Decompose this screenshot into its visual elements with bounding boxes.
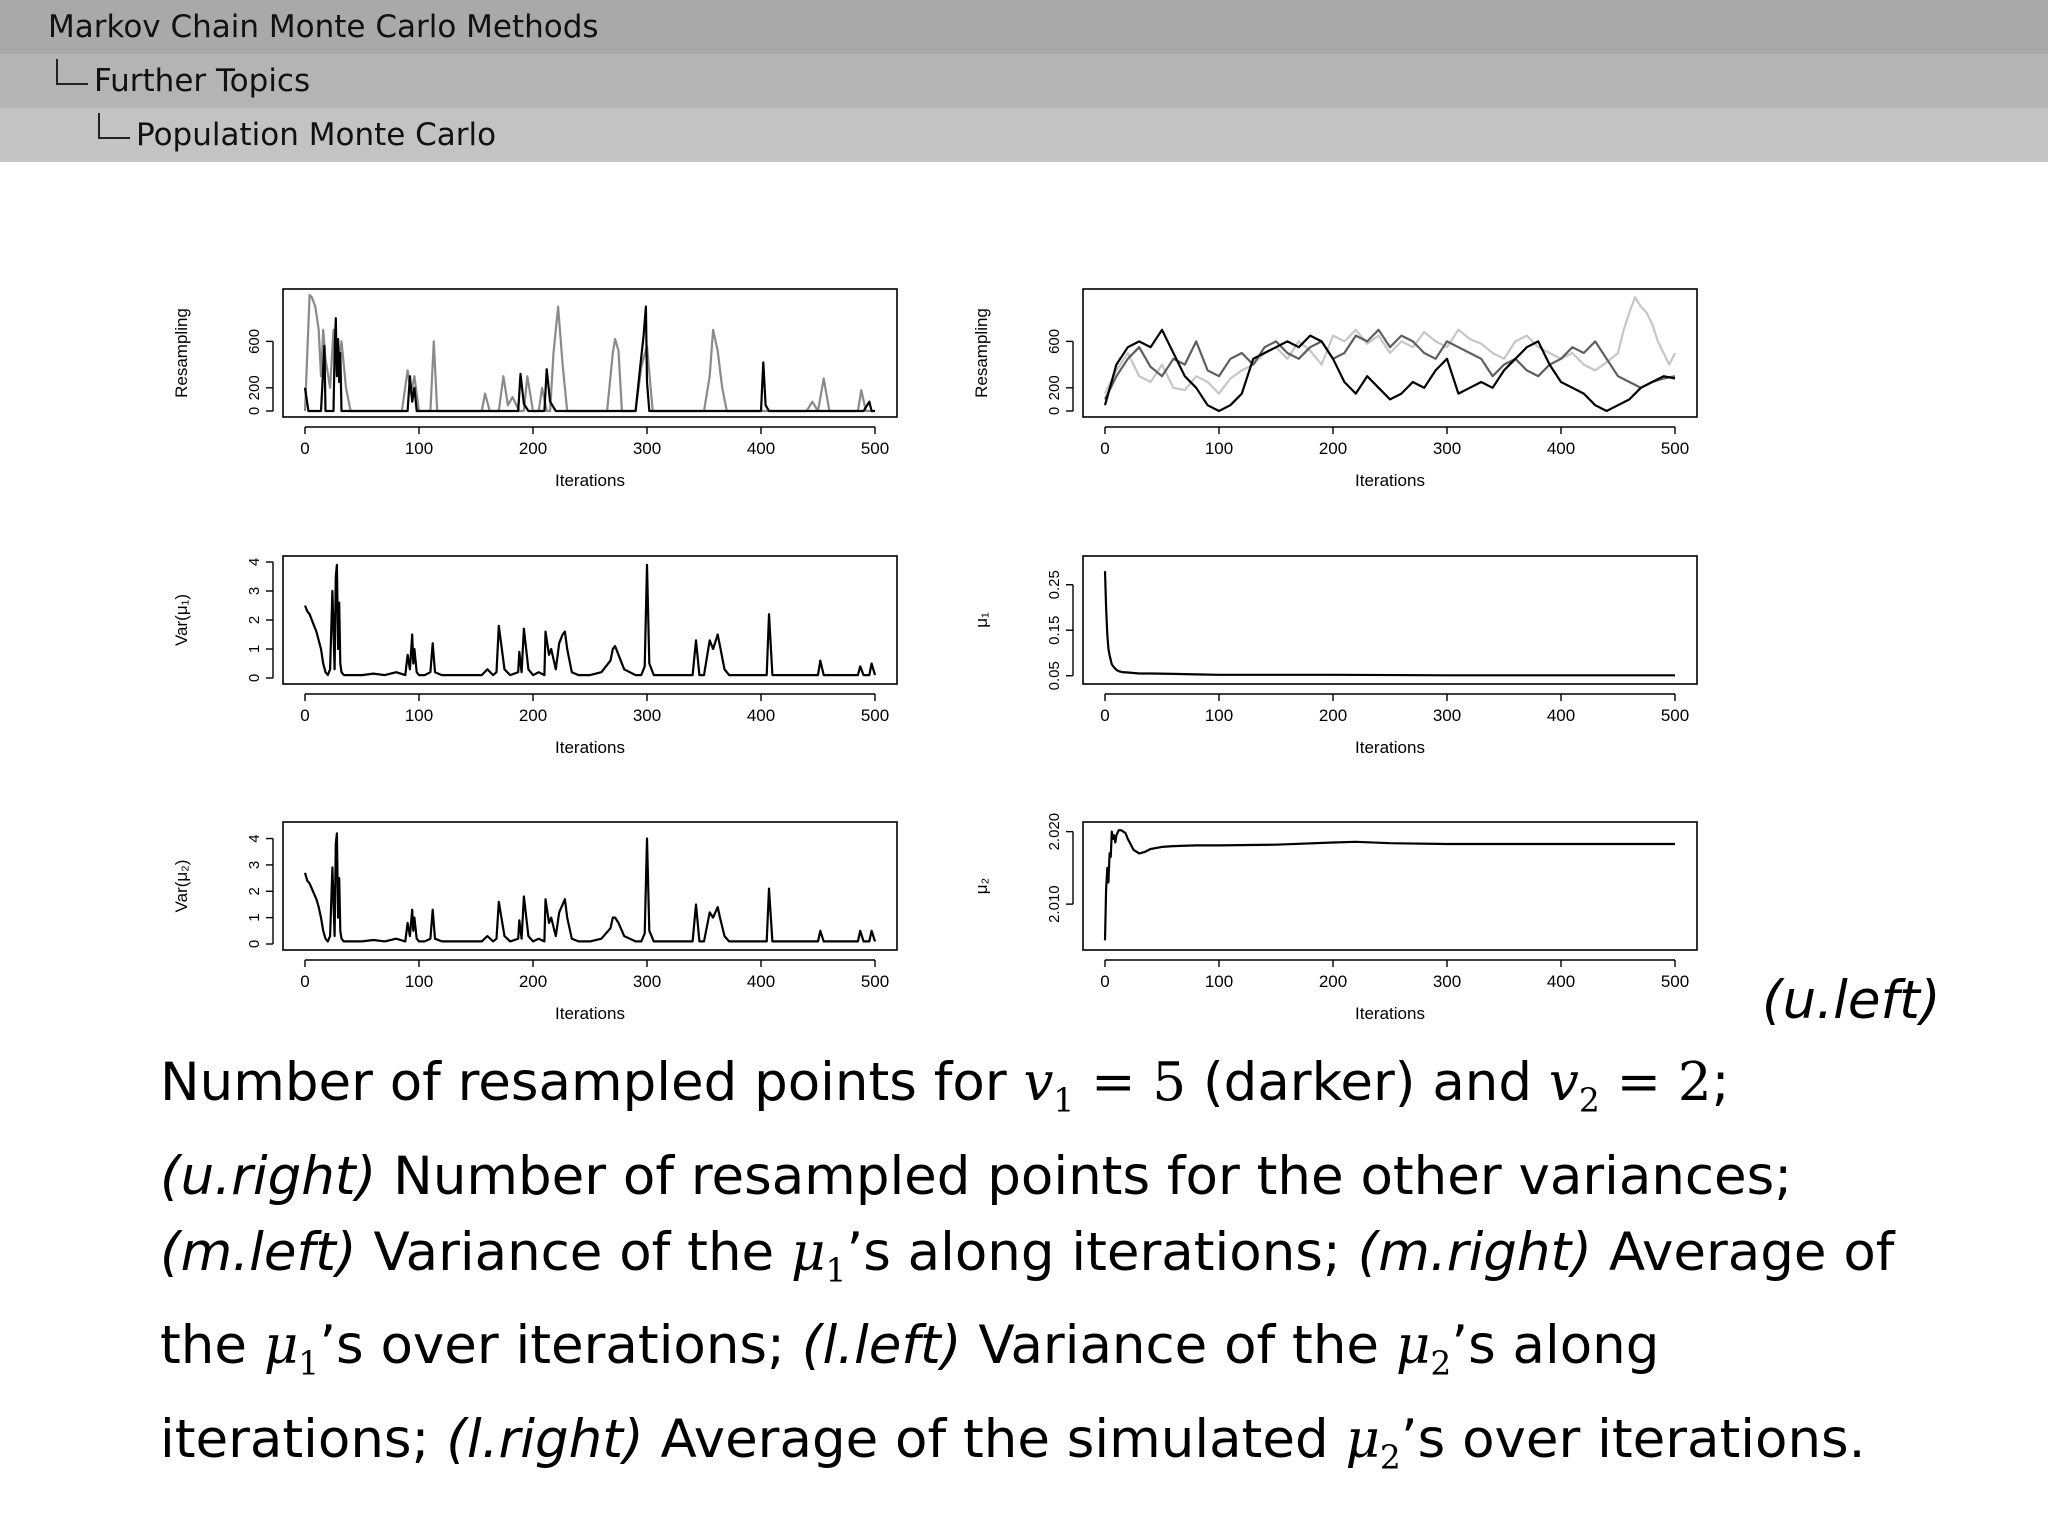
x-axis-label-m-left: Iterations <box>555 738 625 757</box>
caption-line-3 <box>160 1215 1960 1309</box>
caption-line-4 <box>160 1308 1960 1402</box>
x-axis-label-l-right: Iterations <box>1355 1004 1425 1023</box>
x-tick-label-m-left-2: 200 <box>518 706 548 725</box>
x-tick-label-u-left-0: 0 <box>300 439 310 458</box>
math-mu1: $\mu_1$ <box>263 1315 320 1383</box>
x-tick-label-u-left-4: 400 <box>746 439 776 458</box>
caption-tag-m-right: (m.right) <box>1357 1221 1592 1283</box>
y-tick-label-m-right-1: 0.15 <box>1046 615 1063 645</box>
caption-tag-u-left: (u.left) <box>1762 970 1941 1031</box>
x-tick-label-m-right-2: 200 <box>1318 706 1348 725</box>
caption-text: ’s along iterations; <box>846 1221 1358 1283</box>
x-tick-label-m-right-4: 400 <box>1546 706 1576 725</box>
y-tick-label-l-left-4: 4 <box>246 834 263 843</box>
y-tick-label-l-left-2: 2 <box>246 887 263 896</box>
y-tick-label-u-left-2: 600 <box>246 328 263 354</box>
y-tick-label-m-left-4: 4 <box>246 557 263 567</box>
caption-text: (darker) and <box>1186 1052 1549 1113</box>
plot-frame-l-left <box>283 822 897 950</box>
x-axis-label-m-right: Iterations <box>1355 738 1425 757</box>
chart-l-right <box>972 813 1697 1023</box>
series-line-l-right-0 <box>1105 830 1675 940</box>
caption-text: ’s over iterations; <box>319 1315 802 1377</box>
series-line-m-left-0 <box>305 565 875 675</box>
x-tick-label-m-right-3: 300 <box>1432 706 1462 725</box>
math-v1-value: = 5 <box>1091 1052 1187 1113</box>
x-tick-label-l-right-3: 300 <box>1432 972 1462 991</box>
y-tick-label-m-right-0: 0.05 <box>1046 661 1063 691</box>
y-tick-label-u-left-0: 0 <box>246 406 263 416</box>
caption-text: Variance of the <box>356 1221 792 1283</box>
y-tick-label-l-left-1: 1 <box>246 913 263 922</box>
x-tick-label-l-left-4: 400 <box>746 972 776 991</box>
caption-tag-l-left: (l.left) <box>801 1315 962 1377</box>
y-tick-label-u-right-1: 200 <box>1046 375 1063 401</box>
caption-text: Average of <box>1591 1221 1895 1283</box>
x-tick-label-u-right-1: 100 <box>1204 439 1234 458</box>
y-axis-label-m-right: μ₁ <box>972 612 991 628</box>
y-tick-label-l-left-3: 3 <box>246 860 263 870</box>
figure-caption <box>160 1045 1960 1495</box>
caption-tag-m-left: (m.left) <box>160 1221 357 1283</box>
math-v2-value: = 2 <box>1616 1052 1712 1113</box>
x-tick-label-l-left-3: 300 <box>632 972 662 991</box>
x-tick-label-u-left-1: 100 <box>404 439 434 458</box>
x-tick-label-l-right-1: 100 <box>1204 972 1234 991</box>
header-subsubsection-title: Population Monte Carlo <box>136 117 497 153</box>
series-line-m-right-0 <box>1105 571 1675 675</box>
y-tick-label-m-right-2: 0.25 <box>1046 570 1063 600</box>
plot-frame-l-right <box>1083 822 1697 950</box>
x-axis-label-l-left: Iterations <box>555 1004 625 1023</box>
caption-line-2 <box>160 1139 1960 1215</box>
caption-text: Number of resampled points for <box>160 1052 1024 1113</box>
chart-u-left <box>172 289 897 490</box>
math-mu2: $\mu_2$ <box>1395 1315 1452 1383</box>
x-tick-label-m-right-0: 0 <box>1100 706 1110 725</box>
x-tick-label-l-right-0: 0 <box>1100 972 1110 991</box>
x-tick-label-u-right-3: 300 <box>1432 439 1462 458</box>
x-tick-label-l-left-2: 200 <box>518 972 548 991</box>
caption-text: Average of the simulated <box>643 1408 1346 1470</box>
series-line-l-left-0 <box>305 833 875 941</box>
plot-frame-m-right <box>1083 556 1697 684</box>
x-tick-label-l-right-2: 200 <box>1318 972 1348 991</box>
y-tick-label-l-right-1: 2.020 <box>1046 812 1063 851</box>
y-axis-label-m-left: Var(μ₁) <box>172 593 191 647</box>
x-tick-label-l-left-1: 100 <box>404 972 434 991</box>
math-mu1: $\mu_1$ <box>791 1221 847 1290</box>
x-tick-label-u-left-5: 500 <box>860 439 890 458</box>
series-line-u-left-1 <box>305 307 875 411</box>
x-tick-label-u-right-2: 200 <box>1318 439 1348 458</box>
math-v2: $v_2$ <box>1548 1052 1600 1120</box>
caption-text: ’s over iterations. <box>1400 1408 1866 1470</box>
series-line-u-right-2 <box>1105 330 1675 411</box>
x-tick-label-m-left-3: 300 <box>632 706 662 725</box>
y-tick-label-l-left-0: 0 <box>246 939 263 949</box>
y-tick-label-u-right-0: 0 <box>1046 406 1063 416</box>
y-tick-label-m-left-1: 1 <box>246 644 263 654</box>
x-tick-label-m-left-4: 400 <box>746 706 776 725</box>
y-tick-label-m-left-2: 2 <box>246 615 263 625</box>
y-tick-label-m-left-3: 3 <box>246 586 263 596</box>
x-tick-label-l-left-5: 500 <box>860 972 890 991</box>
caption-text: the <box>160 1315 264 1377</box>
x-tick-label-u-right-0: 0 <box>1100 439 1110 458</box>
series-line-u-left-0 <box>305 295 875 411</box>
y-tick-label-l-right-0: 2.010 <box>1046 885 1063 923</box>
x-tick-label-m-left-1: 100 <box>404 706 434 725</box>
chart-u-right <box>972 289 1697 490</box>
math-mu2: $\mu_2$ <box>1345 1408 1401 1477</box>
plot-frame-m-left <box>283 556 897 684</box>
y-axis-label-l-left: Var(μ₂) <box>172 859 191 913</box>
caption-text: iterations; <box>160 1408 447 1470</box>
series-line-u-right-1 <box>1105 330 1675 400</box>
y-axis-label-u-right: Resampling <box>972 308 991 398</box>
x-tick-label-u-right-5: 500 <box>1660 439 1690 458</box>
y-axis-label-u-left: Resampling <box>172 308 191 398</box>
x-tick-label-m-right-5: 500 <box>1660 706 1690 725</box>
chart-l-left <box>172 822 897 1023</box>
plot-frame-u-left <box>283 289 897 417</box>
caption-line-5 <box>160 1402 1960 1496</box>
caption-text: Variance of the <box>961 1315 1396 1377</box>
caption-line-1 <box>160 1045 1960 1139</box>
x-axis-label-u-left: Iterations <box>555 471 625 490</box>
header-section-title: Markov Chain Monte Carlo Methods <box>48 9 599 45</box>
y-tick-label-m-left-0: 0 <box>246 673 263 683</box>
x-tick-label-l-right-4: 400 <box>1546 972 1576 991</box>
caption-text: Number of resampled points for the other variances; <box>376 1145 1793 1207</box>
y-tick-label-u-right-2: 600 <box>1046 328 1063 354</box>
math-v1: $v_1$ <box>1023 1052 1075 1120</box>
x-tick-label-u-left-3: 300 <box>632 439 662 458</box>
x-tick-label-u-left-2: 200 <box>518 439 548 458</box>
y-tick-label-u-left-1: 200 <box>246 375 263 401</box>
header-subsection-title: Further Topics <box>94 63 311 99</box>
x-tick-label-u-right-4: 400 <box>1546 439 1576 458</box>
x-tick-label-l-left-0: 0 <box>300 972 310 991</box>
x-axis-label-u-right: Iterations <box>1355 471 1425 490</box>
caption-text: ’s along <box>1451 1315 1660 1377</box>
chart-m-left <box>172 556 897 757</box>
caption-tag-l-right: (l.right) <box>446 1408 644 1470</box>
caption-text: ; <box>1711 1052 1730 1113</box>
x-tick-label-l-right-5: 500 <box>1660 972 1690 991</box>
chart-m-right <box>972 556 1697 757</box>
x-tick-label-m-left-5: 500 <box>860 706 890 725</box>
caption-tag-u-right: (u.right) <box>160 1145 377 1207</box>
y-axis-label-l-right: μ₂ <box>972 877 991 895</box>
x-tick-label-m-left-0: 0 <box>300 706 310 725</box>
x-tick-label-m-right-1: 100 <box>1204 706 1234 725</box>
